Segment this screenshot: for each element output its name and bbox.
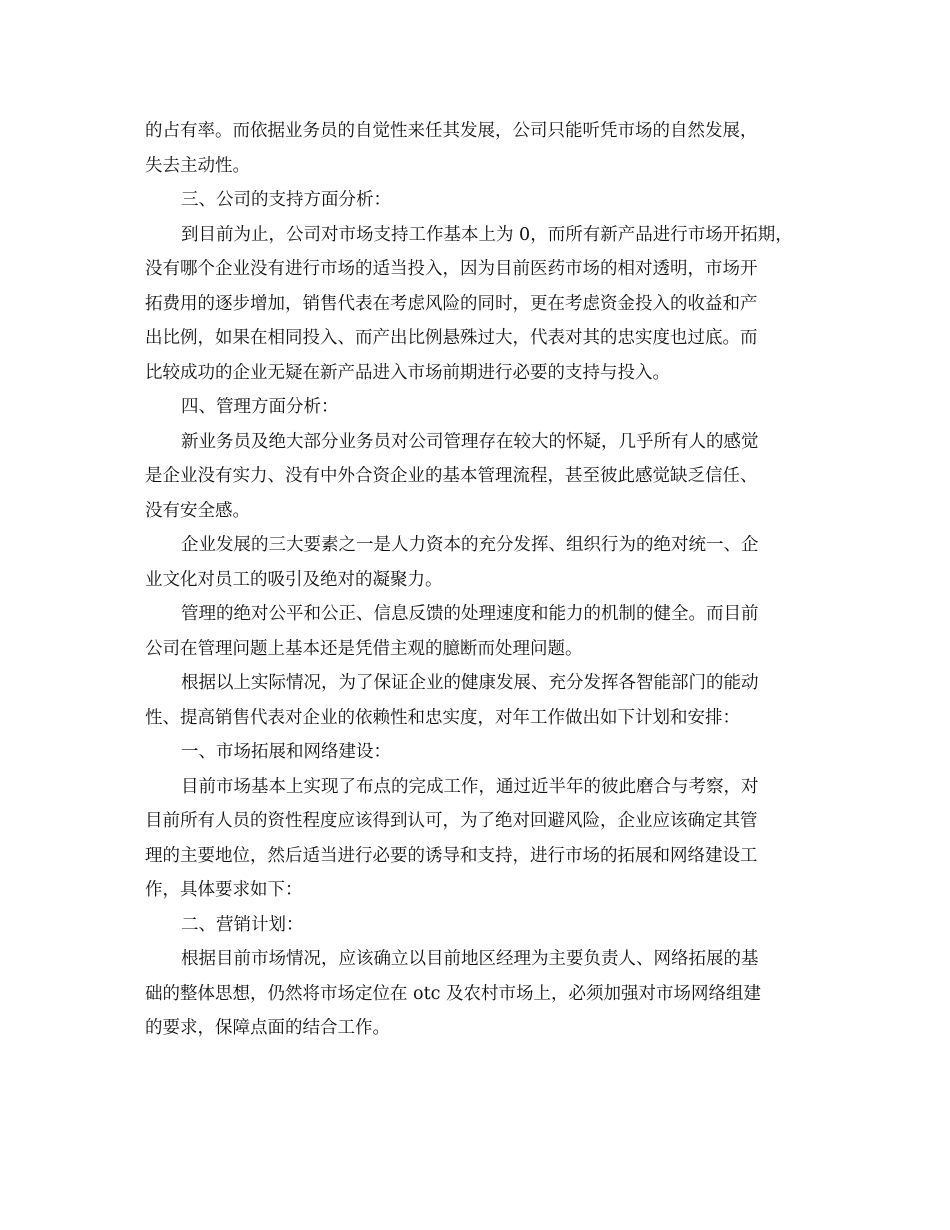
text-line: 根据以上实际情况，为了保证企业的健康发展、充分发挥各智能部门的能动 [181, 673, 759, 693]
text-line: 是企业没有实力、没有中外合资企业的基本管理流程，甚至彼此感觉缺乏信任、 [145, 466, 758, 486]
text-line: 公司在管理问题上基本还是凭借主观的臆断而处理问题。 [145, 638, 583, 659]
text-line: 企业发展的三大要素之一是人力资本的充分发挥、组织行为的绝对统一、企 [181, 535, 759, 555]
paragraph-market-expansion [145, 770, 825, 908]
section-heading-management [145, 390, 825, 425]
paragraph-support [145, 218, 825, 391]
heading-line: 四、管理方面分析： [181, 397, 339, 417]
text-line: 拓费用的逐步增加，销售代表在考虑风险的同时，更在考虑资金投入的收益和产 [145, 293, 758, 314]
text-line: 失去主动性。 [145, 155, 250, 176]
text-line: 目前所有人员的资性程度应该得到认可，为了绝对回避风险，企业应该确定其管 [145, 811, 758, 831]
text-line: 的要求，保障点面的结合工作。 [145, 1018, 390, 1038]
text-line: 没有哪个企业没有进行市场的适当投入，因为目前医药市场的相对透明，市场开 [145, 259, 758, 279]
paragraph-fairness [145, 597, 825, 666]
text-line: 比较成功的企业无疑在新产品进入市场前期进行必要的支持与投入。 [145, 362, 670, 383]
text-line: 性、提高销售代表对企业的依赖性和忠实度，对年工作做出如下计划和安排： [145, 707, 740, 728]
section-heading-market-expansion [145, 735, 825, 770]
section-heading-support [145, 183, 825, 218]
text-line: 目前市场基本上实现了布点的完成工作，通过近半年的彼此磨合与考察，对 [181, 776, 759, 797]
text-line: 管理的绝对公平和公正、信息反馈的处理速度和能力的机制的健全。而目前 [181, 604, 759, 624]
text-line: 到目前为止，公司对市场支持工作基本上为 0，而所有新产品进行市场开拓期， [181, 224, 793, 245]
paragraph-marketing-plan [145, 942, 825, 1046]
text-line: 业文化对员工的吸引及绝对的凝聚力。 [145, 569, 443, 590]
heading-line: 二、营销计划： [181, 914, 304, 935]
document-body [145, 114, 825, 1046]
paragraph-management-doubt [145, 425, 825, 529]
paragraph-three-elements [145, 528, 825, 597]
text-line: 的占有率。而依据业务员的自觉性来任其发展，公司只能听凭市场的自然发展， [145, 121, 758, 141]
text-line: 出比例，如果在相同投入、而产出比例悬殊过大，代表对其的忠实度也过底。而 [145, 328, 758, 348]
text-line: 理的主要地位，然后适当进行必要的诱导和支持，进行市场的拓展和网络建设工 [145, 845, 758, 866]
heading-line: 三、公司的支持方面分析： [181, 190, 391, 210]
text-line: 新业务员及绝大部分业务员对公司管理存在较大的怀疑，几乎所有人的感觉 [181, 431, 759, 452]
text-line: 没有安全感。 [145, 500, 250, 521]
section-heading-marketing-plan [145, 908, 825, 943]
paragraph-continuation [145, 114, 825, 183]
text-line: 根据目前市场情况，应该确立以目前地区经理为主要负责人、网络拓展的基 [181, 949, 759, 969]
text-line: 础的整体思想，仍然将市场定位在 otc 及农村市场上，必须加强对市场网络组建 [145, 983, 761, 1004]
text-line: 作，具体要求如下： [145, 880, 303, 900]
paragraph-plan-intro [145, 666, 825, 735]
heading-line: 一、市场拓展和网络建设： [181, 742, 391, 762]
